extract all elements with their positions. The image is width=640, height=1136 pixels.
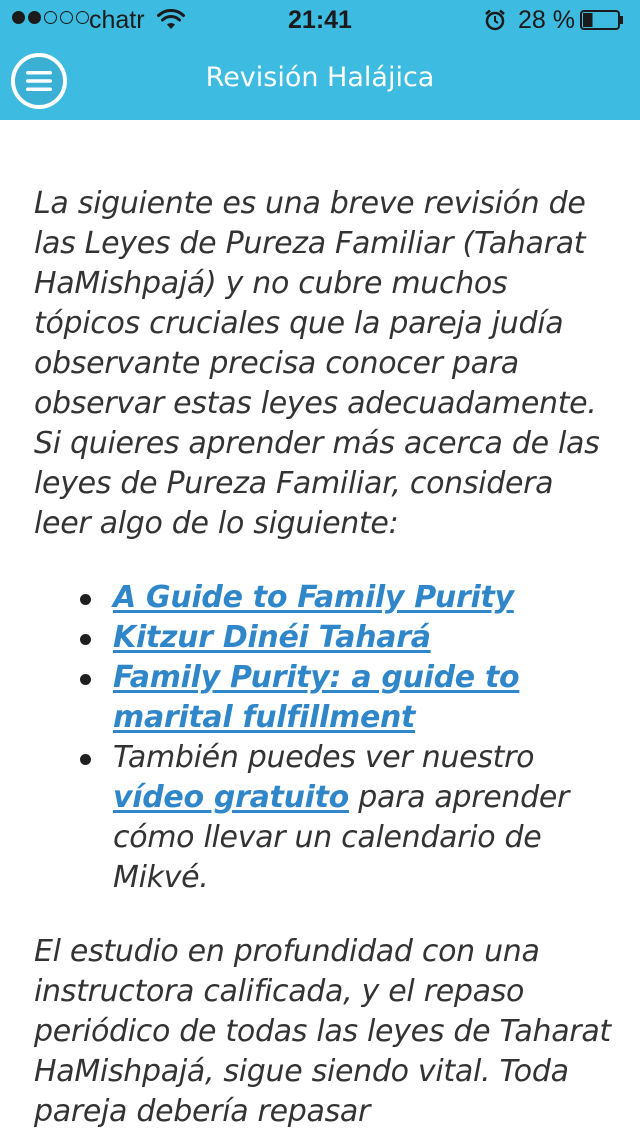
bullet-icon xyxy=(80,674,91,685)
intro-paragraph: La siguiente es una breve revisión de las Leyes de Pureza Familiar (Taharat HaMishpajá) y no cubre muchos tópicos cruciales que la pareja judía observante precisa conocer para observar estas leyes adecuadamente. Si quieres aprender más acerca de las leyes de Pureza Familiar, considera leer algo de lo siguiente: xyxy=(34,186,600,541)
page-title: Revisión Halájica xyxy=(205,62,435,93)
list-item xyxy=(80,738,614,898)
bullet-icon xyxy=(80,754,91,765)
list-item xyxy=(80,658,614,738)
battery-percentage: 28 % xyxy=(518,6,575,34)
article-content xyxy=(34,184,614,1132)
bullet-icon xyxy=(80,634,91,645)
video-item-text-after: para aprender cómo llevar un calendario de Mikvé. xyxy=(113,780,570,895)
link-guide-to-family-purity[interactable]: A Guide to Family Purity xyxy=(113,580,514,615)
list-item xyxy=(80,618,614,658)
link-free-video[interactable]: vídeo gratuito xyxy=(113,780,349,815)
outro-paragraph: El estudio en profundidad con una instructora calificada, y el repaso periódico de todas las leyes de Taharat HaMishpajá, sigue siendo vital. Toda pareja debería repasar xyxy=(34,934,611,1129)
resource-list xyxy=(34,578,614,898)
link-family-purity-marital-fulfillment[interactable]: Family Purity: a guide to marital fulfillment xyxy=(113,660,520,735)
battery-icon xyxy=(580,10,624,30)
bullet-icon xyxy=(80,594,91,605)
list-item xyxy=(80,578,614,618)
status-bar xyxy=(0,0,640,40)
alarm-icon xyxy=(484,9,506,31)
carrier-name: chatr xyxy=(89,6,145,34)
nav-bar xyxy=(0,40,640,120)
link-kitzur-dinei-tahara[interactable]: Kitzur Dinéi Tahará xyxy=(113,620,431,655)
clock-time: 21:41 xyxy=(288,6,352,34)
video-item-text-before: También puedes ver nuestro xyxy=(113,740,535,775)
